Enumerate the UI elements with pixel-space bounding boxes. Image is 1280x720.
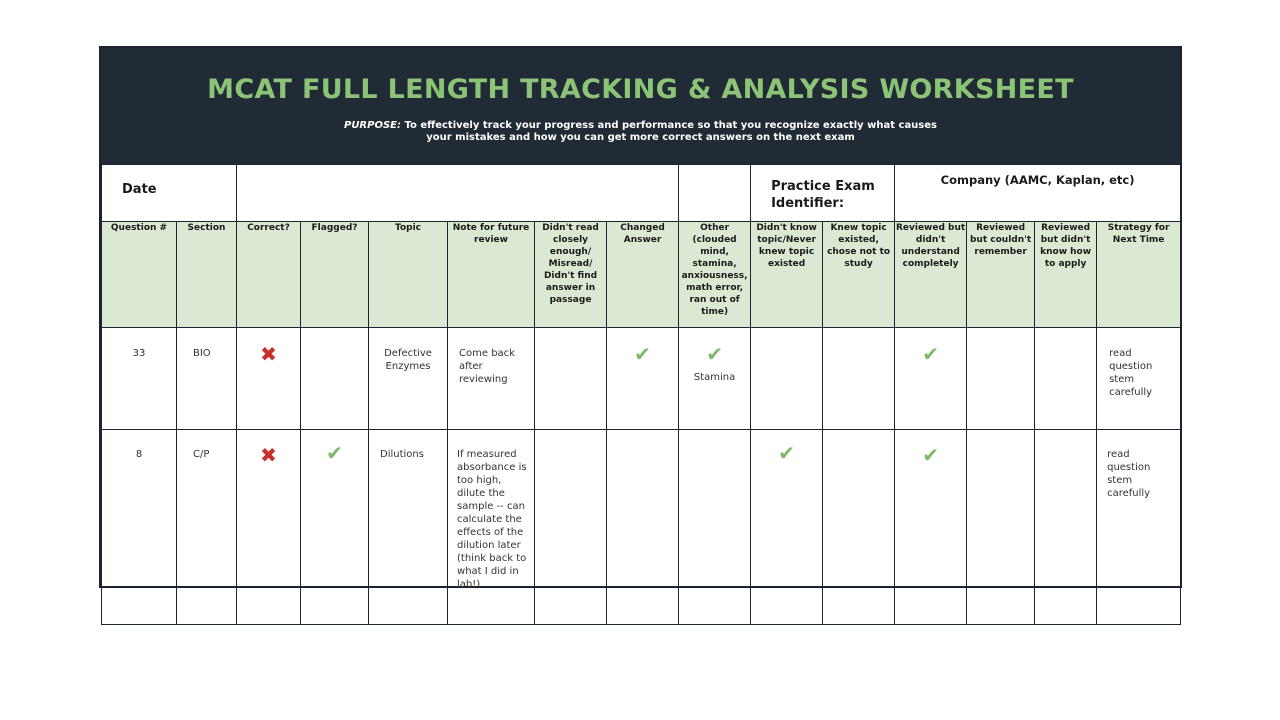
title-banner [101,48,1180,164]
header-note-for-future-review: Note for future review [448,222,535,328]
practice-exam-cell[interactable] [751,165,895,222]
note-value: Come back after reviewing [459,348,515,385]
header-reviewed-didnt-apply: Reviewed but didn't know how to apply [1035,222,1097,328]
header-row [102,222,1181,328]
header-misread: Didn't read closely enough/ Misread/ Didn't find answer in passage [535,222,607,328]
company-label: Company (AAMC, Kaplan, etc) [940,173,1135,187]
worksheet [99,46,1182,588]
topic-cell[interactable] [369,430,448,625]
reviewed-didnt-apply-cell[interactable] [1035,430,1097,625]
other-cell[interactable] [679,430,751,625]
reviewed-didnt-apply-cell[interactable] [1035,328,1097,430]
header-other: Other (clouded mind, stamina, anxiousness, math error, ran out of time) [679,222,751,328]
chose-not-to-study-cell[interactable] [823,328,895,430]
checkmark-icon: ✔ [634,344,651,366]
section-value: BIO [193,348,211,359]
incorrect-x-icon: ✖ [260,344,277,366]
table-row [102,328,1181,430]
misread-cell[interactable] [535,430,607,625]
checkmark-icon: ✔ [922,344,939,366]
table-row [102,430,1181,625]
date-value-cell[interactable] [237,165,679,222]
header-strategy: Strategy for Next Time [1097,222,1181,328]
reviewed-didnt-understand-cell[interactable] [895,328,967,430]
flagged-cell[interactable] [301,430,369,625]
purpose-statement [301,120,980,144]
reviewed-couldnt-remember-cell[interactable] [967,430,1035,625]
purpose-line-1: To effectively track your progress and performance so that you recognize exactly what causes [401,120,937,131]
question-number: 8 [135,449,143,460]
question-number-cell[interactable] [102,430,177,625]
correct-cell[interactable] [237,328,301,430]
header-question-number: Question # [102,222,177,328]
practice-exam-label-line-1: Practice Exam [771,179,875,194]
section-cell[interactable] [177,328,237,430]
topic-value: Dilutions [380,449,424,460]
tracking-table [101,164,1181,625]
date-label: Date [122,182,157,197]
question-number-cell[interactable] [102,328,177,430]
purpose-line-2: your mistakes and how you can get more correct answers on the next exam [426,132,855,143]
section-value: C/P [193,449,210,460]
info-row [102,165,1181,222]
reviewed-didnt-understand-cell[interactable] [895,430,967,625]
incorrect-x-icon: ✖ [260,445,277,467]
strategy-cell[interactable] [1097,328,1181,430]
header-didnt-know-topic: Didn't know topic/Never knew topic existed [751,222,823,328]
note-value: If measured absorbance is too high, dilute the sample -- can calculate the effects of the dilution later (think back to what I did in lab!) [457,449,527,590]
didnt-know-topic-cell[interactable] [751,328,823,430]
header-topic: Topic [369,222,448,328]
header-reviewed-couldnt-remember: Reviewed but couldn't remember [967,222,1035,328]
changed-answer-cell[interactable] [607,328,679,430]
note-cell[interactable] [448,328,535,430]
practice-exam-label [751,165,894,212]
misread-cell[interactable] [535,328,607,430]
correct-cell[interactable] [237,430,301,625]
note-cell[interactable] [448,430,535,625]
worksheet-title: MCAT FULL LENGTH TRACKING & ANALYSIS WORKSHEET [207,74,1074,105]
checkmark-icon: ✔ [706,344,723,366]
chose-not-to-study-cell[interactable] [823,430,895,625]
topic-value: Defective Enzymes [384,348,432,372]
checkmark-icon: ✔ [326,443,343,465]
checkmark-icon: ✔ [922,445,939,467]
header-correct: Correct? [237,222,301,328]
changed-answer-cell[interactable] [607,430,679,625]
didnt-know-topic-cell[interactable] [751,430,823,625]
blank-info-cell[interactable] [679,165,751,222]
practice-exam-label-line-2: Identifier: [771,196,845,211]
checkmark-icon: ✔ [778,443,795,465]
header-changed-answer: Changed Answer [607,222,679,328]
flagged-cell[interactable] [301,328,369,430]
header-section: Section [177,222,237,328]
header-flagged: Flagged? [301,222,369,328]
strategy-value: read question stem carefully [1107,449,1151,499]
header-reviewed-didnt-understand: Reviewed but didn't understand completely [895,222,967,328]
strategy-value: read question stem carefully [1109,348,1153,398]
other-value: Stamina [693,372,736,383]
reviewed-couldnt-remember-cell[interactable] [967,328,1035,430]
header-chose-not-to-study: Knew topic existed, chose not to study [823,222,895,328]
section-cell[interactable] [177,430,237,625]
other-cell[interactable] [679,328,751,430]
topic-cell[interactable] [369,328,448,430]
purpose-lead: PURPOSE: [343,120,401,131]
company-cell[interactable] [895,165,1181,222]
question-number: 33 [132,348,146,359]
date-cell[interactable] [102,165,237,222]
strategy-cell[interactable] [1097,430,1181,625]
